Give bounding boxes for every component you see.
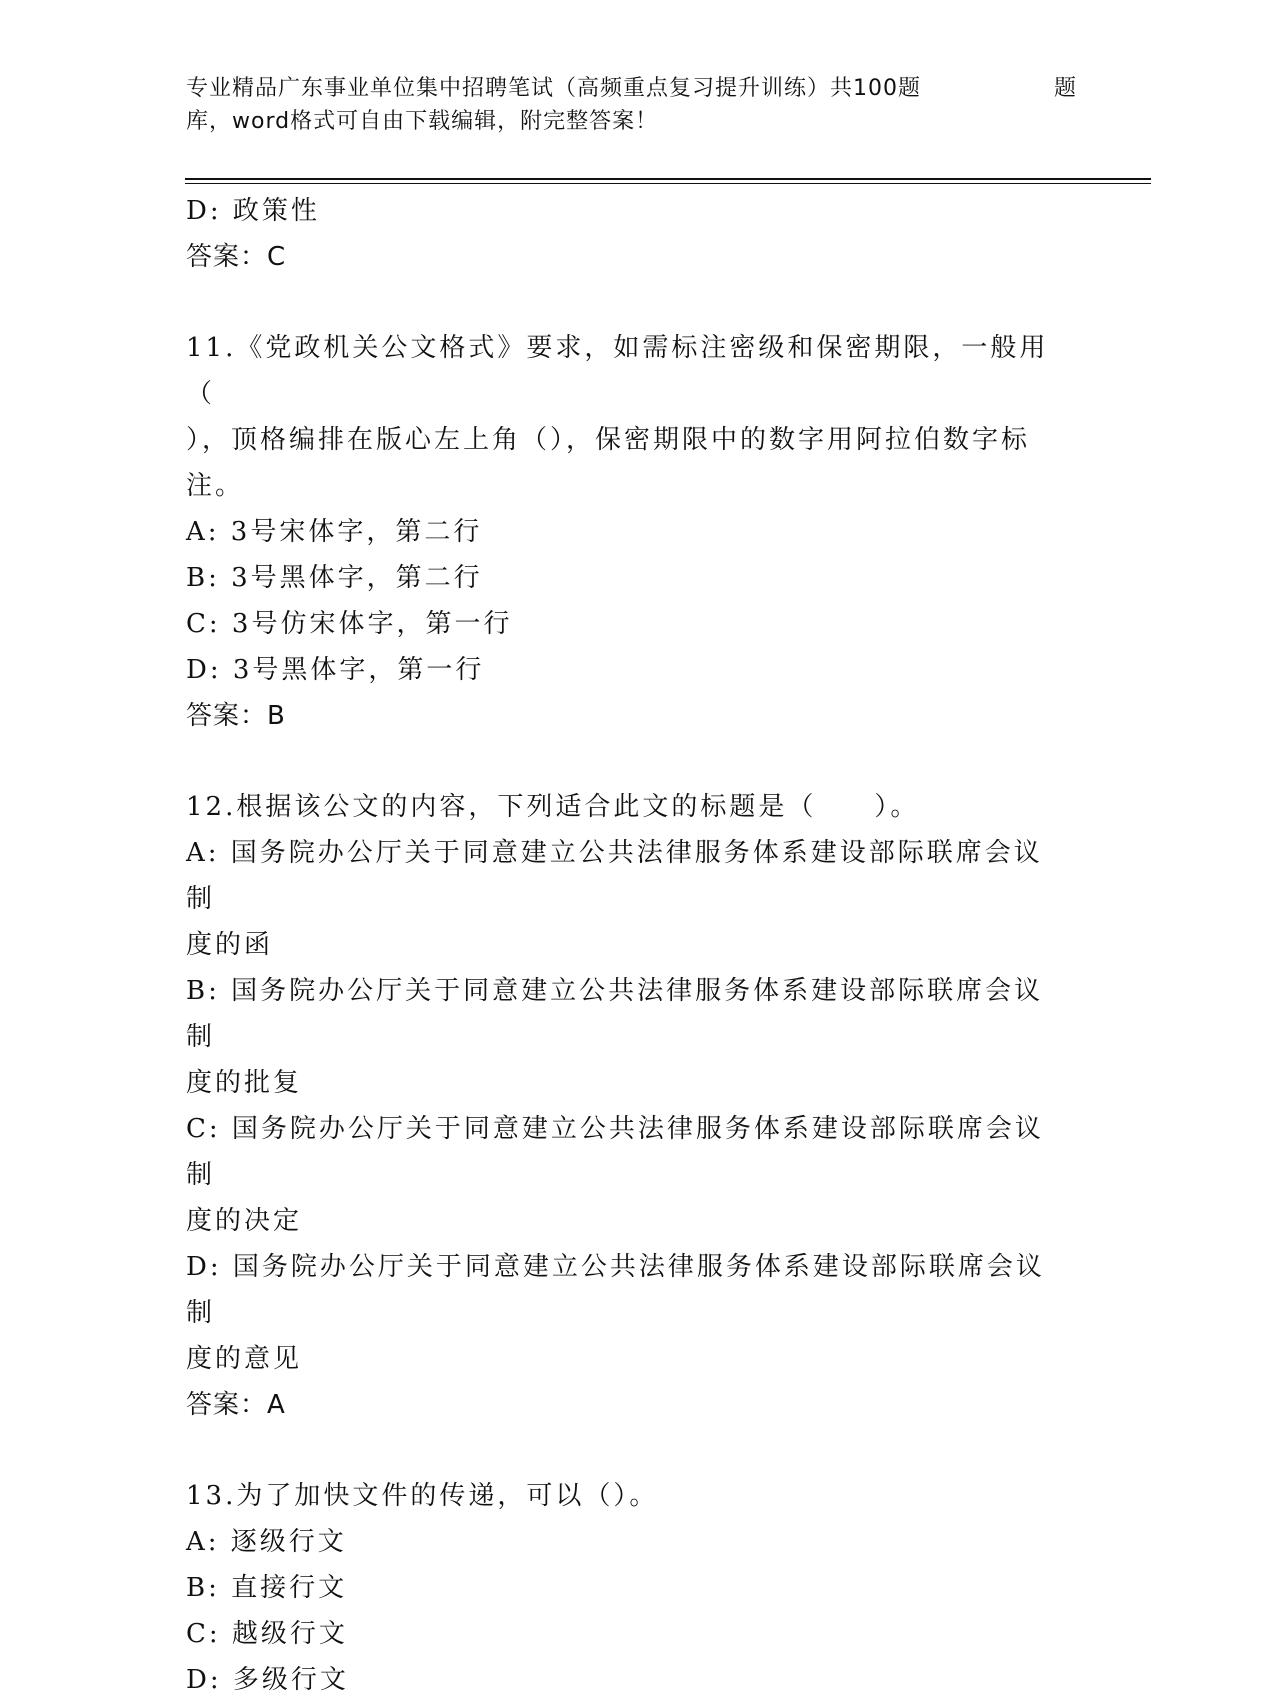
spacer (186, 739, 1066, 784)
q11-option-c: C: 3号仿宋体字，第一行 (186, 609, 513, 639)
spacer (186, 1428, 1066, 1473)
header-line-1 (186, 72, 1086, 105)
q11-stem-line-3: 注。 (186, 471, 245, 501)
header-divider-thick (185, 178, 1151, 180)
q12-option-d-line-1: D: 国务院办公厅关于同意建立公共法律服务体系建设部际联席会议制 (186, 1252, 1045, 1328)
q11-stem-line-2: ），顶格编排在版心左上角（），保密期限中的数字用阿拉伯数字标 (186, 425, 1031, 455)
question-content (186, 188, 1066, 1703)
q12-option-a-line-1: A: 国务院办公厅关于同意建立公共法律服务体系建设部际联席会议制 (186, 838, 1043, 914)
q12-option-b-line-2: 度的批复 (186, 1068, 303, 1098)
q13-option-b: B: 直接行文 (186, 1573, 348, 1603)
q12-stem: 12.根据该公文的内容，下列适合此文的标题是（ ）。 (186, 792, 920, 822)
prev-answer: 答案：C (186, 242, 287, 272)
q13-option-c: C: 越级行文 (186, 1619, 348, 1649)
q11-answer: 答案：B (186, 701, 286, 731)
q11-option-d: D: 3号黑体字，第一行 (186, 655, 485, 685)
q12-option-d-line-2: 度的意见 (186, 1344, 303, 1374)
q12-option-a-line-2: 度的函 (186, 930, 274, 960)
q12-option-b-line-1: B: 国务院办公厅关于同意建立公共法律服务体系建设部际联席会议制 (186, 976, 1044, 1052)
header-divider-thin (185, 183, 1151, 184)
header-title-tail: 题 (1054, 76, 1078, 101)
page-header (186, 72, 1086, 138)
q12-answer: 答案：A (186, 1390, 286, 1420)
q12-option-c-line-1: C: 国务院办公厅关于同意建立公共法律服务体系建设部际联席会议制 (186, 1114, 1044, 1190)
spacer (186, 280, 1066, 325)
q11-stem-line-1: 11.《党政机关公文格式》要求，如需标注密级和保密期限，一般用（ (186, 333, 1049, 409)
header-title-text: 专业精品广东事业单位集中招聘笔试（高频重点复习提升训练）共100题 (186, 76, 921, 101)
q11-option-a: A: 3号宋体字，第二行 (186, 517, 483, 547)
q13-stem: 13.为了加快文件的传递，可以（）。 (186, 1481, 659, 1511)
q13-option-a: A: 逐级行文 (186, 1527, 347, 1557)
q12-option-c-line-2: 度的决定 (186, 1206, 303, 1236)
header-line-2: 库，word格式可自由下载编辑，附完整答案！ (186, 109, 659, 134)
prev-option-d: D: 政策性 (186, 196, 320, 226)
q13-option-d: D: 多级行文 (186, 1665, 349, 1695)
q11-option-b: B: 3号黑体字，第二行 (186, 563, 483, 593)
